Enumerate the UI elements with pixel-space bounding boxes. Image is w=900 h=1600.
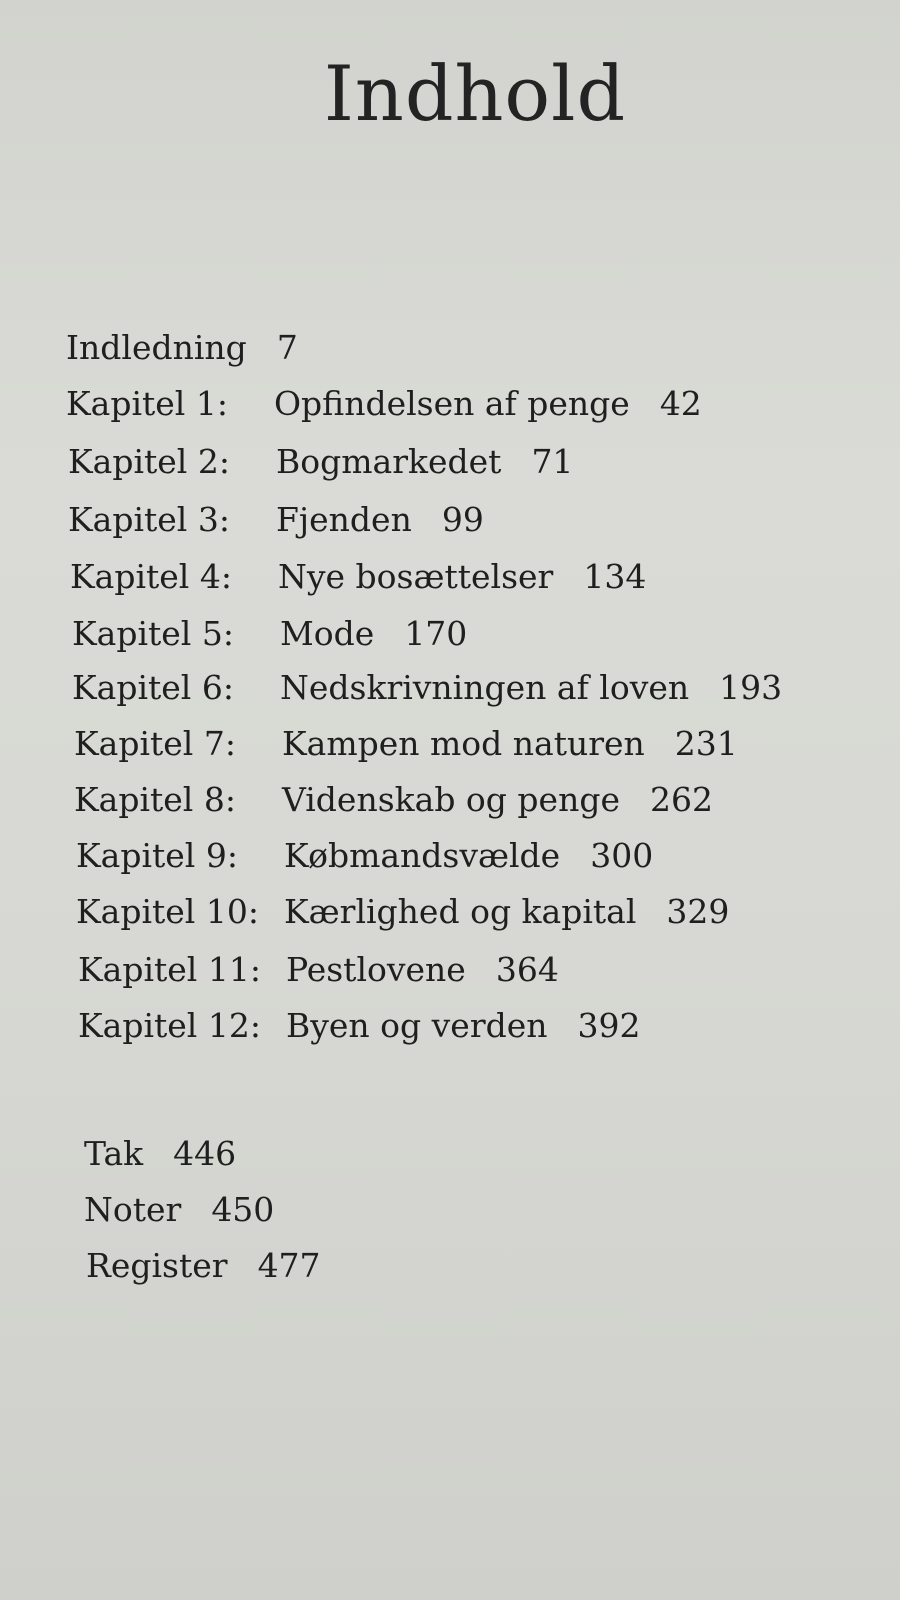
chapter-label: Kapitel 11: xyxy=(78,950,261,989)
chapter-label: Kapitel 7: xyxy=(74,724,236,763)
toc-entry-index xyxy=(86,1244,321,1288)
chapter-label: Kapitel 8: xyxy=(74,780,236,819)
toc-entry-chapter-12 xyxy=(78,1004,641,1048)
chapter-label: Kapitel 2: xyxy=(68,442,230,481)
toc-entry-chapter-3 xyxy=(68,498,484,542)
entry-page-number: 42 xyxy=(659,384,702,423)
entry-page-number: 450 xyxy=(211,1190,275,1229)
entry-page-number: 231 xyxy=(674,724,738,763)
chapter-label: Kapitel 4: xyxy=(70,557,232,596)
chapter-title: Købmandsvælde xyxy=(284,836,561,875)
chapter-title: Kampen mod naturen xyxy=(282,724,645,763)
chapter-title: Fjenden xyxy=(276,500,412,539)
chapter-title: Videnskab og penge xyxy=(282,780,620,819)
chapter-title: Byen og verden xyxy=(286,1006,548,1045)
entry-page-number: 329 xyxy=(666,892,730,931)
toc-entry-notes xyxy=(84,1188,274,1232)
chapter-label: Kapitel 3: xyxy=(68,500,230,539)
entry-page-number: 446 xyxy=(173,1134,237,1173)
toc-entry-chapter-8 xyxy=(74,778,713,822)
toc-entry-chapter-9 xyxy=(76,834,653,878)
toc-entry-chapter-4 xyxy=(70,555,646,599)
toc-entry-chapter-2 xyxy=(68,440,573,484)
entry-page-number: 392 xyxy=(577,1006,641,1045)
entry-page-number: 7 xyxy=(276,328,298,367)
toc-entry-acknowledgements xyxy=(84,1132,236,1176)
chapter-label: Kapitel 5: xyxy=(72,614,234,653)
chapter-title: Mode xyxy=(280,614,375,653)
entry-page-number: 193 xyxy=(719,668,783,707)
entry-page-number: 71 xyxy=(531,442,574,481)
chapter-label: Kapitel 12: xyxy=(78,1006,261,1045)
entry-page-number: 262 xyxy=(649,780,713,819)
entry-page-number: 99 xyxy=(441,500,484,539)
toc-entry-chapter-1 xyxy=(66,382,702,426)
toc-entry-chapter-11 xyxy=(78,948,559,992)
entry-page-number: 134 xyxy=(583,557,647,596)
entry-label: Tak xyxy=(84,1134,144,1173)
chapter-label: Kapitel 6: xyxy=(72,668,234,707)
entry-label: Noter xyxy=(84,1190,182,1229)
toc-entry-chapter-5 xyxy=(72,612,467,656)
toc-entry-chapter-10 xyxy=(76,890,729,934)
toc-entry-intro xyxy=(66,326,298,370)
chapter-label: Kapitel 1: xyxy=(66,384,228,423)
page-title: Indhold xyxy=(323,49,627,138)
chapter-title: Nye bosættelser xyxy=(278,557,554,596)
chapter-label: Kapitel 9: xyxy=(76,836,238,875)
entry-page-number: 477 xyxy=(257,1246,321,1285)
chapter-title: Nedskrivningen af loven xyxy=(280,668,690,707)
entry-label: Register xyxy=(86,1246,228,1285)
toc-entry-chapter-6 xyxy=(72,666,782,710)
entry-page-number: 170 xyxy=(404,614,468,653)
chapter-label: Kapitel 10: xyxy=(76,892,259,931)
entry-label: Indledning xyxy=(66,328,247,367)
toc-entry-chapter-7 xyxy=(74,722,738,766)
entry-page-number: 364 xyxy=(495,950,559,989)
chapter-title: Pestlovene xyxy=(286,950,466,989)
entry-page-number: 300 xyxy=(590,836,654,875)
chapter-title: Opfindelsen af penge xyxy=(274,384,630,423)
chapter-title: Kærlighed og kapital xyxy=(284,892,637,931)
chapter-title: Bogmarkedet xyxy=(276,442,502,481)
